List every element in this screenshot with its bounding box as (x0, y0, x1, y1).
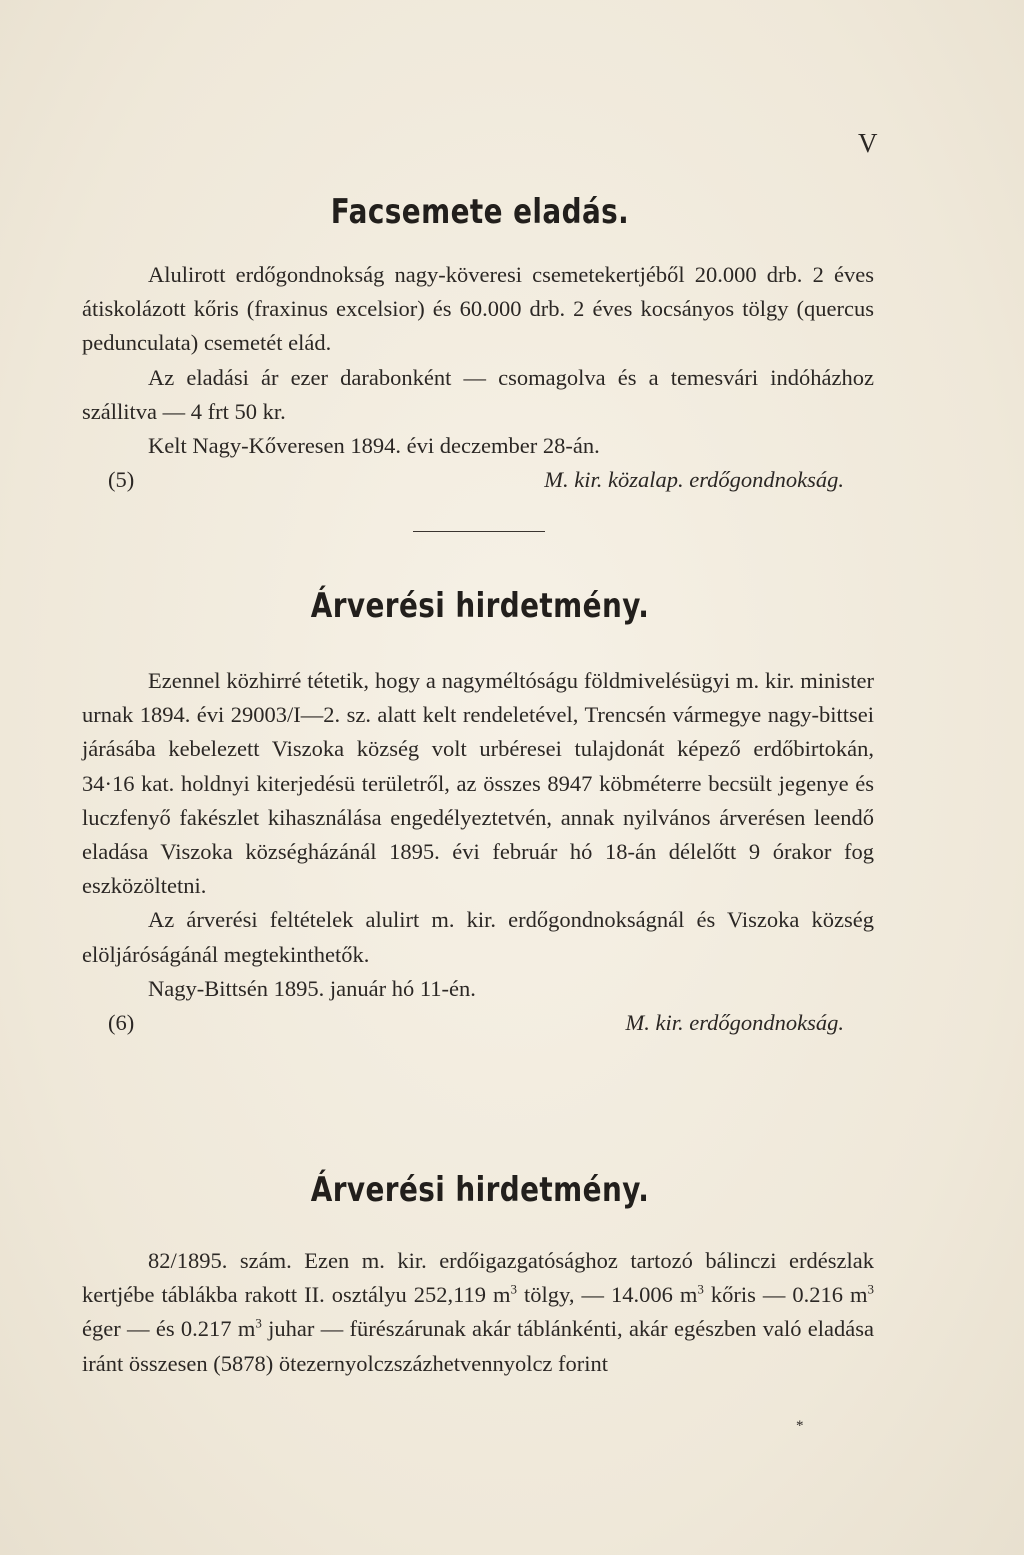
superscript: 3 (867, 1281, 874, 1297)
section-facsemete (82, 258, 874, 497)
section-title-arveresi-2: Árverési hirdetmény. (310, 1170, 650, 1210)
section-title-facsemete: Facsemete eladás. (330, 192, 630, 232)
paragraph: Alulirott erdőgondnokság nagy-köveresi csemetekertjéből 20.000 drb. 2 éves átiskolázott kőris (fraxinus excelsior) és 60.000 drb. 2 éves kocsányos tölgy (quercus pedunculata) csemetét elád. (82, 262, 874, 356)
superscript: 3 (510, 1281, 518, 1297)
text-run: juhar — fürészárunak akár táblánkénti, akár egészben való eladása iránt összesen (5878) ötezernyolczszázhetvennyolcz forint (82, 1316, 874, 1376)
text-run: éger — és 0.217 m (82, 1316, 256, 1342)
paragraph (82, 1244, 874, 1381)
section-arveresi-1 (82, 664, 874, 1040)
section-arveresi-2 (82, 1244, 874, 1381)
text-run: kőris — 0.216 m (703, 1282, 868, 1308)
text-run: tölgy, — 14.006 m (517, 1282, 698, 1308)
footnote-mark: * (796, 1418, 804, 1434)
signature-line (82, 1006, 874, 1040)
page-number: V (858, 128, 879, 158)
section-divider (413, 531, 545, 532)
paragraph: Kelt Nagy-Kőveresen 1894. évi deczember 28-án. (148, 433, 600, 459)
text-run: 82/1895. szám. Ezen m. kir. erdőigazgatósághoz tartozó bálinczi erdészlak kertjébe táblákba rakott II. osztályu 252,119 m (82, 1248, 874, 1308)
superscript: 3 (255, 1315, 262, 1331)
paragraph: Az eladási ár ezer darabonként — csomagolva és a temesvári indóházhoz szállitva — 4 frt 50 kr. (82, 364, 874, 424)
paragraph: Az árverési feltételek alulirt m. kir. erdőgondnokságnál és Viszoka község elöljáróságánál megtekinthetők. (82, 907, 874, 967)
paragraph: Nagy-Bittsén 1895. január hó 11-én. (148, 975, 476, 1001)
signature-line (82, 463, 874, 497)
signature-name: M. kir. erdőgondnokság. (625, 1010, 844, 1036)
section-title-arveresi-1: Árverési hirdetmény. (310, 586, 650, 626)
paragraph: Ezennel közhirré tétetik, hogy a nagyméltóságu földmivelésügyi m. kir. minister urnak 1894. évi 29003/I—2. sz. alatt kelt rendeletével, Trencsén vármegye nagy-bittsei járásába kebelezett Viszoka község volt urbéresei tulajdonát képező erdőbirtokán, 34·16 kat. holdnyi kiterjedésü területről, az összes 8947 köbméterre becsült jegenye és luczfenyő fakészlet kihasználása engedélyeztetvén, annak nyilvános árverésen leendő eladása Viszoka községházánál 1895. évi február hó 18-án délelőtt 9 órakor fog eszközöltetni. (82, 668, 874, 899)
notice-number: (6) (108, 1010, 135, 1036)
signature-name: M. kir. közalap. erdőgondnokság. (544, 467, 844, 493)
superscript: 3 (697, 1281, 704, 1297)
notice-number: (5) (108, 467, 135, 493)
